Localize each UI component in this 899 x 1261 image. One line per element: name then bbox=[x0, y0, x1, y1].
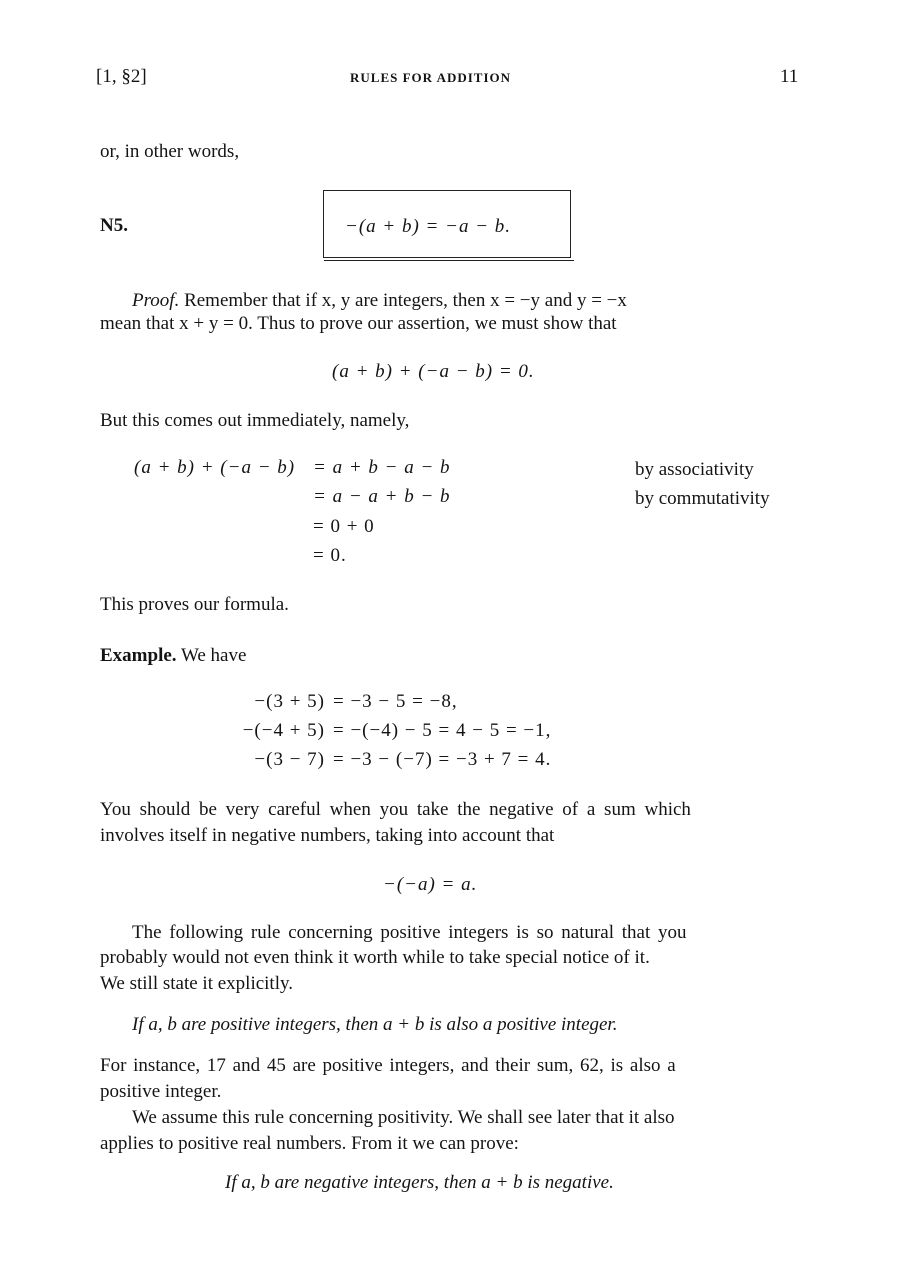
boxed-formula: −(a + b) = −a − b. bbox=[345, 216, 512, 237]
derivation-step-1: = a + b − a − b bbox=[313, 457, 451, 478]
positivity-p1-line-1: The following rule concerning positive integers is so natural that you bbox=[132, 922, 687, 943]
caution-line-2: involves itself in negative numbers, taking into account that bbox=[100, 825, 555, 846]
positivity-p2-line-2: positive integer. bbox=[100, 1081, 222, 1102]
proof-conclusion: This proves our formula. bbox=[100, 594, 289, 615]
example-rhs-1: = −3 − 5 = −8, bbox=[333, 691, 458, 712]
positivity-p1-line-3: We still state it explicitly. bbox=[100, 973, 294, 994]
rule-label: N5. bbox=[100, 215, 128, 236]
example-rhs-2: = −(−4) − 5 = 4 − 5 = −1, bbox=[333, 720, 552, 741]
example-label: Example. bbox=[100, 645, 177, 666]
example-lhs-1: −(3 + 5) bbox=[254, 691, 325, 712]
caution-equation: −(−a) = a. bbox=[383, 874, 478, 895]
derivation-step-4: = 0. bbox=[313, 545, 347, 566]
derivation-step-2: = a − a + b − b bbox=[313, 486, 451, 507]
positivity-p3-line-2: applies to positive real numbers. From it we can prove: bbox=[100, 1133, 519, 1154]
proof-line-2: mean that x + y = 0. Thus to prove our assertion, we must show that bbox=[100, 313, 617, 334]
proof-line-1: Remember that if x, y are integers, then x = −y and y = −x bbox=[184, 290, 627, 311]
example-lhs-2: −(−4 + 5) bbox=[242, 720, 325, 741]
derivation-reason-1: by associativity bbox=[635, 459, 754, 480]
positivity-p1-line-2: probably would not even think it worth while to take special notice of it. bbox=[100, 947, 650, 968]
derivation-lhs: (a + b) + (−a − b) bbox=[134, 457, 296, 478]
positivity-p3-line-1: We assume this rule concerning positivity. We shall see later that it also bbox=[132, 1107, 675, 1128]
positivity-p2-line-1: For instance, 17 and 45 are positive integers, and their sum, 62, is also a bbox=[100, 1055, 676, 1076]
example-lhs-3: −(3 − 7) bbox=[254, 749, 325, 770]
example-intro: We have bbox=[180, 645, 247, 666]
example-intro-line bbox=[100, 645, 246, 667]
proof-equation: (a + b) + (−a − b) = 0. bbox=[332, 361, 535, 382]
example-rhs-3: = −3 − (−7) = −3 + 7 = 4. bbox=[333, 749, 552, 770]
proof-transition: But this comes out immediately, namely, bbox=[100, 410, 410, 431]
positivity-rule-2: If a, b are negative integers, then a + b is negative. bbox=[225, 1172, 614, 1193]
intro-text: or, in other words, bbox=[100, 141, 240, 162]
derivation-reason-2: by commutativity bbox=[635, 488, 770, 509]
page-number: 11 bbox=[780, 66, 799, 87]
caution-line-1: You should be very careful when you take the negative of a sum which bbox=[100, 799, 691, 820]
positivity-rule-1: If a, b are positive integers, then a + b is also a positive integer. bbox=[132, 1014, 618, 1035]
proof-label: Proof. bbox=[132, 290, 180, 311]
running-title: RULES FOR ADDITION bbox=[350, 70, 512, 85]
proof-paragraph bbox=[100, 288, 805, 314]
section-reference: [1, §2] bbox=[96, 66, 147, 87]
derivation-step-3: = 0 + 0 bbox=[313, 516, 375, 537]
